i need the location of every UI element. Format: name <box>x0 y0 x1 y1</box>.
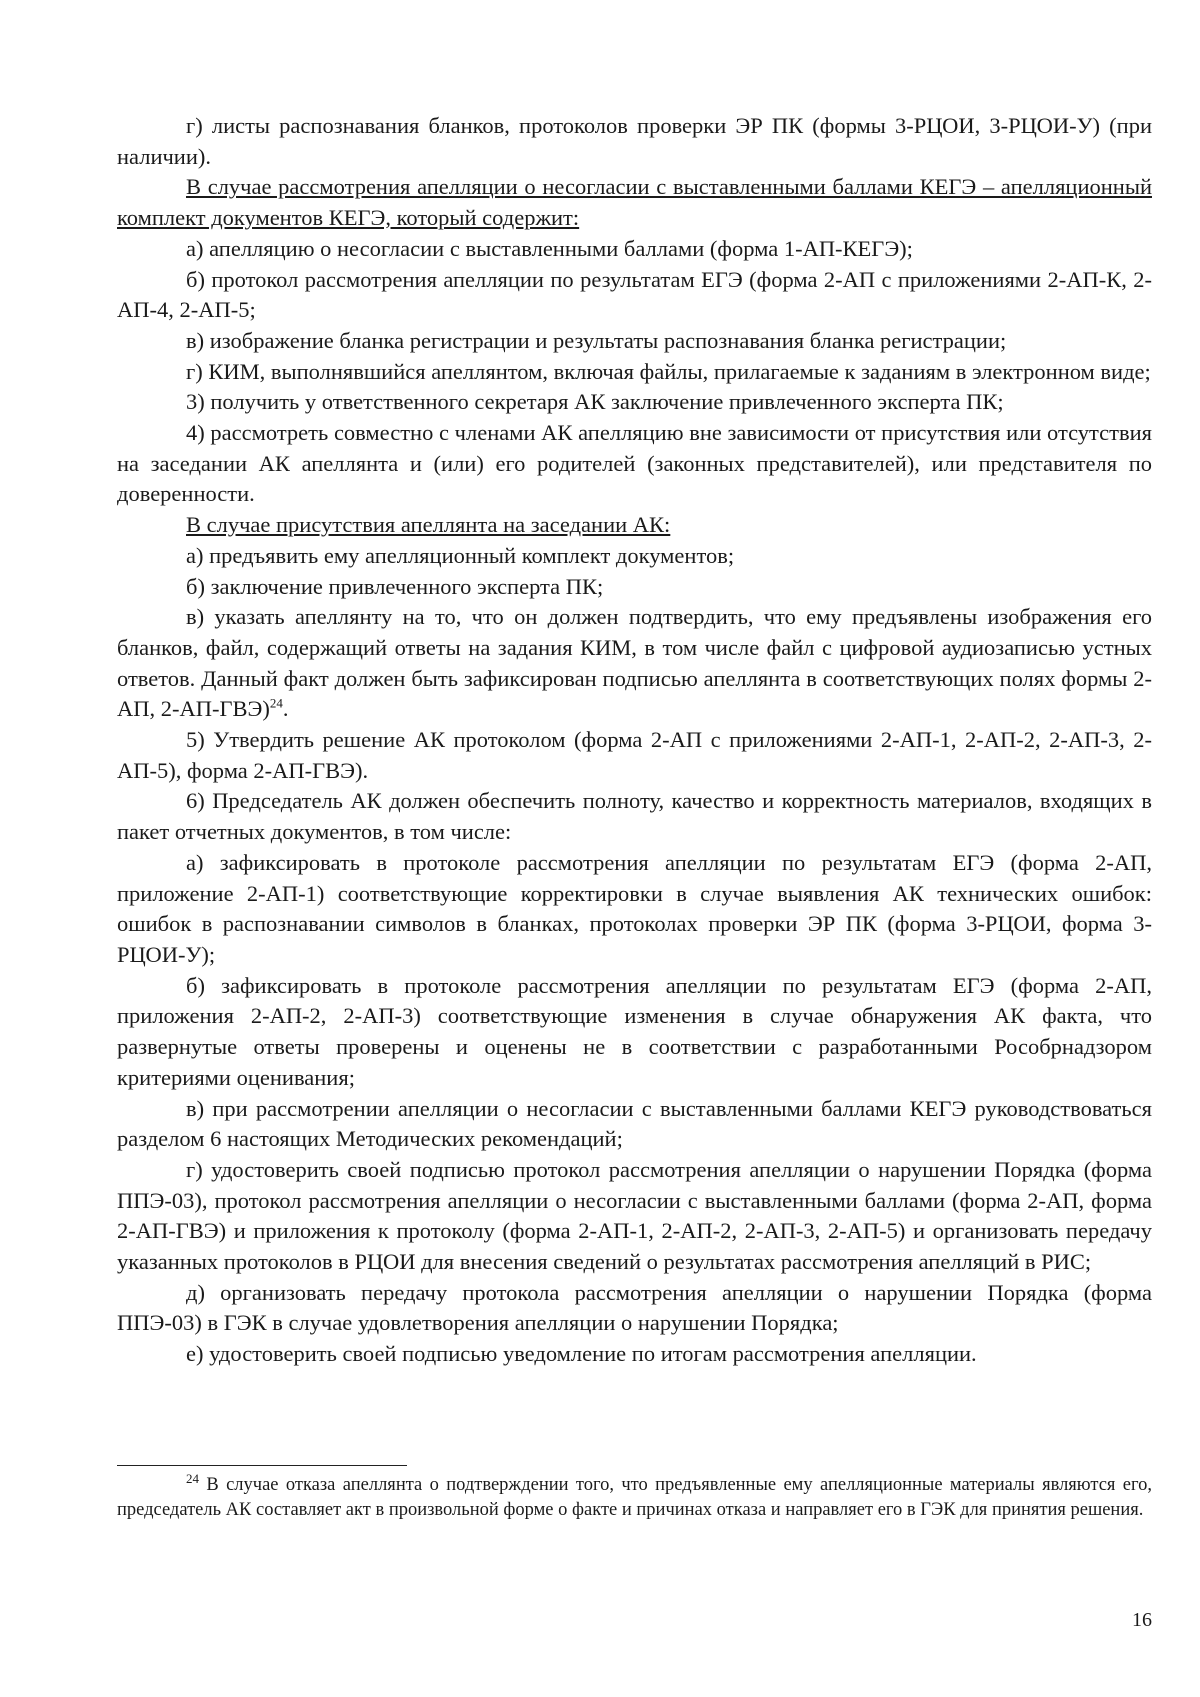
paragraph: 5) Утвердить решение АК протоколом (форма 2-АП с приложениями 2-АП-1, 2-АП-2, 2-АП-3, 2-АП-5), форма 2-АП-ГВЭ). <box>117 727 1152 783</box>
paragraph: а) предъявить ему апелляционный комплект документов; <box>186 542 735 568</box>
footnote-reference[interactable]: 24 <box>269 695 283 711</box>
paragraph: е) удостоверить своей подписью уведомление по итогам рассмотрения апелляции. <box>186 1341 977 1367</box>
paragraph-heading <box>117 172 1152 233</box>
paragraph: б) протокол рассмотрения апелляции по результатам ЕГЭ (форма 2-АП с приложениями 2-АП-К, 2-АП-4, 2-АП-5; <box>117 266 1152 323</box>
paragraph: б) зафиксировать в протоколе рассмотрения апелляции по результатам ЕГЭ (форма 2-АП, приложения 2-АП-2, 2-АП-3) соответствующие изменения в случае обнаружения АК факта, что развернутые ответы проверены и оценены не в соответствии с разработанными Рособрнадзором критериями оценивания; <box>117 972 1152 1090</box>
paragraph-heading <box>117 510 1152 541</box>
paragraph <box>117 602 1152 725</box>
page-number: 16 <box>1132 1609 1152 1631</box>
underlined-heading: В случае присутствия апеллянта на заседании АК: <box>186 512 671 538</box>
footnote <box>117 1470 1152 1523</box>
paragraph: 3) получить у ответственного секретаря АК заключение привлеченного эксперта ПК; <box>186 389 1004 415</box>
paragraph: г) КИМ, выполнявшийся апеллянтом, включая файлы, прилагаемые к заданиям в электронном виде; <box>186 358 1151 384</box>
body-text <box>117 111 1152 1370</box>
paragraph: в) при рассмотрении апелляции о несогласии с выставленными баллами КЕГЭ руководствоваться разделом 6 настоящих Методических рекомендаций; <box>117 1095 1152 1152</box>
footnote-number: 24 <box>186 1470 199 1486</box>
paragraph: г) удостоверить своей подписью протокол рассмотрения апелляции о нарушении Порядка (форма ППЭ-03), протокол рассмотрения апелляции о несогласии с выставленными баллами (форма 2-АП, форма 2-АП-ГВЭ) и приложения к протоколу (форма 2-АП-1, 2-АП-2, 2-АП-3, 2-АП-5) и организовать передачу указанных протоколов в РЦОИ для внесения сведений о результатах рассмотрения апелляций в РИС; <box>117 1156 1152 1275</box>
paragraph-end-punctuation: . <box>282 696 289 722</box>
paragraph: 6) Председатель АК должен обеспечить полноту, качество и корректность материалов, входящих в пакет отчетных документов, в том числе: <box>117 788 1152 845</box>
footnote-text: В случае отказа апеллянта о подтверждении того, что предъявленные ему апелляционные материалы являются его, председатель АК составляет акт в произвольной форме о факте и причинах отказа и направляет его в ГЭК для принятия решения. <box>117 1475 1152 1520</box>
paragraph: в) изображение бланка регистрации и результаты распознавания бланка регистрации; <box>186 327 1007 353</box>
paragraph: д) организовать передачу протокола рассмотрения апелляции о нарушении Порядка (форма ППЭ-03) в ГЭК в случае удовлетворения апелляции о нарушении Порядка; <box>117 1279 1152 1336</box>
paragraph: б) заключение привлеченного эксперта ПК; <box>186 573 604 599</box>
paragraph-text: в) указать апеллянту на то, что он должен подтвердить, что ему предъявлены изображения его бланков, файл, содержащий ответы на задания КИМ, в том числе файл с цифровой аудиозаписью устных ответов. Данный факт должен быть зафиксирован подписью апеллянта в соответствующих полях формы 2-АП, 2-АП-ГВЭ) <box>117 604 1152 722</box>
paragraph: 4) рассмотреть совместно с членами АК апелляцию вне зависимости от присутствия или отсутствия на заседании АК апеллянта и (или) его родителей (законных представителей), или представителя по доверенности. <box>117 420 1152 507</box>
paragraph: г) листы распознавания бланков, протоколов проверки ЭР ПК (формы 3-РЦОИ, 3-РЦОИ-У) (при наличии). <box>117 113 1152 169</box>
footnote-separator <box>117 1465 407 1466</box>
underlined-heading: В случае рассмотрения апелляции о несогласии с выставленными баллами КЕГЭ – апелляционный комплект документов КЕГЭ, который содержит: <box>117 174 1152 231</box>
paragraph: а) зафиксировать в протоколе рассмотрения апелляции по результатам ЕГЭ (форма 2-АП, приложение 2-АП-1) соответствующие корректировки в случае выявления АК технических ошибок: ошибок в распознавании символов в бланках, протоколах проверки ЭР ПК (форма 3-РЦОИ, форма 3-РЦОИ-У); <box>117 849 1152 967</box>
paragraph: а) апелляцию о несогласии с выставленными баллами (форма 1-АП-КЕГЭ); <box>186 235 913 261</box>
footnote-body <box>117 1470 1152 1523</box>
